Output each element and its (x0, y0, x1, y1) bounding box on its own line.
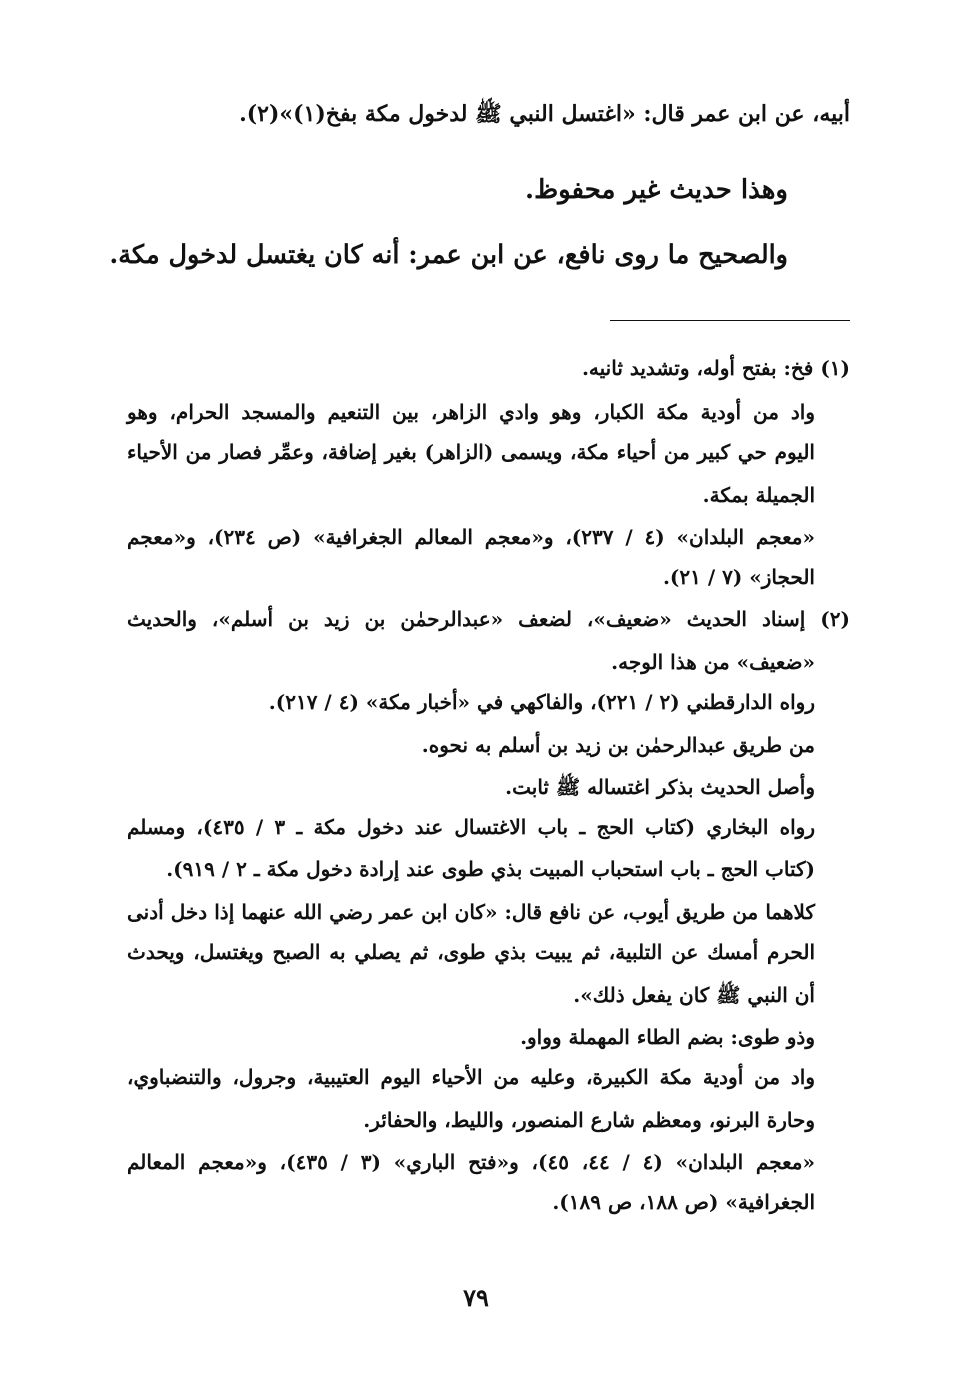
footnote-separator (610, 320, 850, 321)
footnote-2-line-9: الحرم أمسك عن التلبية، ثم يبيت بذي طوى، ثم يصلي به الصبح ويغتسل، ويحدث (127, 940, 815, 964)
footnote-1-line-5: «معجم البلدان» (٤ / ٢٣٧)، و«معجم المعالم الجغرافية» (ص ٢٣٤)، و«معجم (127, 525, 816, 549)
footnote-1-line-1: (١) فخ: بفتح أوله، وتشديد ثانيه. (581, 356, 850, 380)
footnote-2-line-7: (كتاب الحج ـ باب استحباب المبيت بذي طوى عند إرادة دخول مكة ـ ٢ / ٩١٩). (166, 857, 815, 881)
page-number: ٧٩ (463, 1283, 489, 1312)
main-text-line-2: وهذا حديث غير محفوظ. (525, 175, 788, 205)
footnote-2-line-13: وحارة البرنو، ومعظم شارع المنصور، والليط، والحفائر. (363, 1108, 815, 1132)
footnote-2-line-12: واد من أودية مكة الكبيرة، وعليه من الأحياء اليوم العتيبية، وجرول، والتنضباوي، (127, 1065, 815, 1089)
main-text-line-1: أبيه، عن ابن عمر قال: «اغتسل النبي ﷺ لدخول مكة بفخ(١)»(٢). (239, 101, 850, 127)
footnote-2-line-1: (٢) إسناد الحديث «ضعيف»، لضعف «عبدالرحمٰن بن زيد بن أسلم»، والحديث (127, 607, 850, 631)
footnote-2-line-2: «ضعيف» من هذا الوجه. (611, 650, 815, 674)
footnote-1-line-4: الجميلة بمكة. (702, 483, 815, 507)
footnote-2-line-3: رواه الدارقطني (٢ / ٢٢١)، والفاكهي في «أخبار مكة» (٤ / ٢١٧). (268, 690, 815, 714)
footnote-2-line-4: من طريق عبدالرحمٰن بن زيد بن أسلم به نحوه. (421, 733, 815, 757)
footnote-2-line-15: الجغرافية» (ص ١٨٨، ص ١٨٩). (552, 1190, 815, 1214)
footnote-1-line-3: اليوم حي كبير من أحياء مكة، ويسمى (الزاهر) بغير إضافة، وعمِّر فصار من الأحياء (127, 440, 815, 464)
footnote-1-line-6: الحجاز» (٧ / ٢١). (662, 565, 815, 589)
main-text-line-3: والصحيح ما روى نافع، عن ابن عمر: أنه كان يغتسل لدخول مكة. (109, 240, 788, 270)
footnote-2-line-11: وذو طوى: بضم الطاء المهملة وواو. (520, 1025, 815, 1049)
footnote-2-line-14: «معجم البلدان» (٤ / ٤٤، ٤٥)، و«فتح الباري» (٣ / ٤٣٥)، و«معجم المعالم (127, 1150, 815, 1174)
footnote-2-line-8: كلاهما من طريق أيوب، عن نافع قال: «كان ابن عمر رضي الله عنهما إذا دخل أدنى (127, 900, 815, 924)
footnote-2-line-10: أن النبي ﷺ كان يفعل ذلك». (573, 983, 815, 1007)
footnote-2-line-6: رواه البخاري (كتاب الحج ـ باب الاغتسال عند دخول مكة ـ ٣ / ٤٣٥)، ومسلم (127, 815, 815, 839)
footnote-1-line-2: واد من أودية مكة الكبار، وهو وادي الزاهر، بين التنعيم والمسجد الحرام، وهو (127, 400, 815, 424)
footnote-2-line-5: وأصل الحديث بذكر اغتساله ﷺ ثابت. (505, 775, 815, 799)
